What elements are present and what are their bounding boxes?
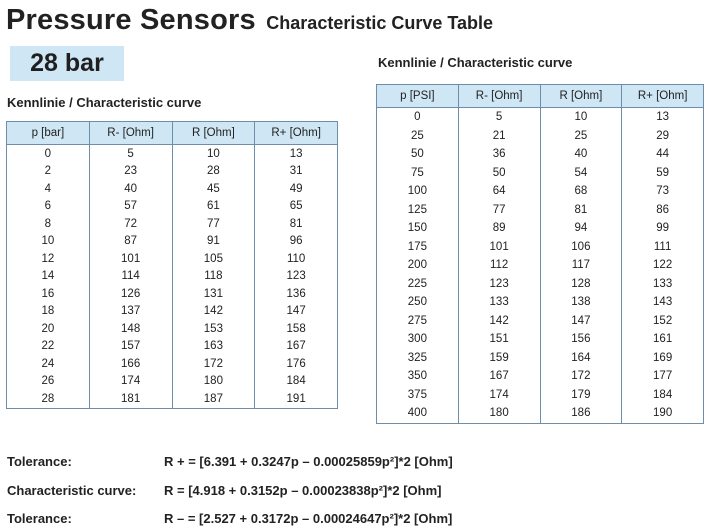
table-cell: 169	[622, 349, 704, 368]
page-title	[6, 4, 493, 37]
table-cell: 153	[172, 320, 255, 338]
table-cell: 174	[458, 386, 540, 405]
table-cell: 181	[89, 390, 172, 408]
table-cell: 131	[172, 285, 255, 303]
table-cell: 5	[89, 145, 172, 163]
table-cell: 125	[377, 201, 459, 220]
table-cell: 151	[458, 330, 540, 349]
table-cell: 59	[622, 164, 704, 183]
table-cell: 72	[89, 215, 172, 233]
table-cell: 101	[458, 238, 540, 257]
table-cell: 2	[7, 163, 90, 181]
table-row	[377, 330, 704, 349]
table-cell: 167	[458, 367, 540, 386]
table-cell: 31	[255, 163, 338, 181]
table-cell: 40	[540, 145, 622, 164]
table-cell: 114	[89, 268, 172, 286]
table-cell: 65	[255, 198, 338, 216]
table-cell: 50	[458, 164, 540, 183]
title-main: Pressure Sensors	[6, 4, 256, 36]
table-cell: 16	[7, 285, 90, 303]
column-header: R+ [Ohm]	[622, 85, 704, 108]
table-row	[377, 182, 704, 201]
table-cell: 61	[172, 198, 255, 216]
table-cell: 21	[458, 127, 540, 146]
formula-label: Characteristic curve:	[7, 483, 137, 498]
column-header: R+ [Ohm]	[255, 122, 338, 145]
table-cell: 23	[89, 163, 172, 181]
table-cell: 6	[7, 198, 90, 216]
table-row	[7, 320, 338, 338]
table-cell: 157	[89, 338, 172, 356]
table-cell: 24	[7, 355, 90, 373]
table-cell: 123	[255, 268, 338, 286]
table-cell: 161	[622, 330, 704, 349]
table-cell: 136	[255, 285, 338, 303]
table-cell: 50	[377, 145, 459, 164]
table-cell: 179	[540, 386, 622, 405]
table-row	[377, 367, 704, 386]
table-cell: 105	[172, 250, 255, 268]
table-cell: 86	[622, 201, 704, 220]
table-cell: 250	[377, 293, 459, 312]
table-cell: 126	[89, 285, 172, 303]
table-cell: 14	[7, 268, 90, 286]
table-row	[377, 275, 704, 294]
table-cell: 156	[540, 330, 622, 349]
table-cell: 142	[172, 303, 255, 321]
table-cell: 101	[89, 250, 172, 268]
table-cell: 225	[377, 275, 459, 294]
table-cell: 8	[7, 215, 90, 233]
table-cell: 18	[7, 303, 90, 321]
table-row	[7, 285, 338, 303]
table-row	[377, 404, 704, 423]
table-cell: 96	[255, 233, 338, 251]
table-row	[7, 198, 338, 216]
table-cell: 73	[622, 182, 704, 201]
table-cell: 10	[540, 108, 622, 127]
table-cell: 133	[622, 275, 704, 294]
table-row	[7, 145, 338, 163]
table-cell: 68	[540, 182, 622, 201]
table-row	[7, 233, 338, 251]
table-row	[377, 127, 704, 146]
table-cell: 184	[622, 386, 704, 405]
table-cell: 187	[172, 390, 255, 408]
psi-table-caption: Kennlinie / Characteristic curve	[378, 55, 573, 70]
table-cell: 4	[7, 180, 90, 198]
table-cell: 143	[622, 293, 704, 312]
table-row	[7, 180, 338, 198]
table-cell: 81	[540, 201, 622, 220]
table-cell: 100	[377, 182, 459, 201]
table-cell: 300	[377, 330, 459, 349]
table-header-row	[377, 85, 704, 108]
table-row	[377, 164, 704, 183]
table-cell: 20	[7, 320, 90, 338]
table-cell: 44	[622, 145, 704, 164]
table-cell: 49	[255, 180, 338, 198]
table-cell: 77	[458, 201, 540, 220]
table-cell: 57	[89, 198, 172, 216]
table-cell: 275	[377, 312, 459, 331]
bar-curve-table	[6, 121, 338, 409]
formula-label: Tolerance:	[7, 511, 72, 526]
table-cell: 166	[89, 355, 172, 373]
table-cell: 138	[540, 293, 622, 312]
table-cell: 25	[540, 127, 622, 146]
table-cell: 94	[540, 219, 622, 238]
table-cell: 81	[255, 215, 338, 233]
table-cell: 45	[172, 180, 255, 198]
table-cell: 150	[377, 219, 459, 238]
table-cell: 112	[458, 256, 540, 275]
table-cell: 400	[377, 404, 459, 423]
table-row	[377, 145, 704, 164]
table-cell: 350	[377, 367, 459, 386]
table-cell: 148	[89, 320, 172, 338]
table-cell: 64	[458, 182, 540, 201]
table-cell: 147	[255, 303, 338, 321]
table-cell: 180	[172, 373, 255, 391]
column-header: R [Ohm]	[172, 122, 255, 145]
table-row	[377, 201, 704, 220]
table-cell: 172	[172, 355, 255, 373]
bar-table-caption: Kennlinie / Characteristic curve	[7, 95, 202, 110]
table-cell: 191	[255, 390, 338, 408]
table-row	[7, 163, 338, 181]
table-row	[7, 268, 338, 286]
table-cell: 175	[377, 238, 459, 257]
table-row	[7, 390, 338, 408]
table-row	[377, 293, 704, 312]
table-cell: 164	[540, 349, 622, 368]
table-cell: 137	[89, 303, 172, 321]
table-cell: 0	[377, 108, 459, 127]
table-cell: 163	[172, 338, 255, 356]
table-cell: 375	[377, 386, 459, 405]
table-cell: 118	[172, 268, 255, 286]
table-cell: 89	[458, 219, 540, 238]
table-cell: 167	[255, 338, 338, 356]
table-row	[7, 303, 338, 321]
table-cell: 26	[7, 373, 90, 391]
column-header: p [bar]	[7, 122, 90, 145]
table-cell: 184	[255, 373, 338, 391]
table-cell: 54	[540, 164, 622, 183]
table-header-row	[7, 122, 338, 145]
table-cell: 5	[458, 108, 540, 127]
table-cell: 0	[7, 145, 90, 163]
table-cell: 172	[540, 367, 622, 386]
table-cell: 325	[377, 349, 459, 368]
table-row	[7, 355, 338, 373]
table-cell: 190	[622, 404, 704, 423]
table-cell: 106	[540, 238, 622, 257]
table-row	[7, 250, 338, 268]
table-cell: 177	[622, 367, 704, 386]
formula-equation: R = [4.918 + 0.3152p – 0.00023838p²]*2 [Ohm]	[164, 483, 442, 498]
range-badge: 28 bar	[10, 46, 124, 81]
table-cell: 91	[172, 233, 255, 251]
table-cell: 174	[89, 373, 172, 391]
table-cell: 180	[458, 404, 540, 423]
table-cell: 10	[7, 233, 90, 251]
table-cell: 110	[255, 250, 338, 268]
table-cell: 36	[458, 145, 540, 164]
table-cell: 13	[255, 145, 338, 163]
title-subtitle: Characteristic Curve Table	[266, 13, 494, 33]
table-row	[377, 108, 704, 127]
column-header: R- [Ohm]	[458, 85, 540, 108]
table-cell: 28	[172, 163, 255, 181]
table-cell: 29	[622, 127, 704, 146]
column-header: R- [Ohm]	[89, 122, 172, 145]
table-cell: 12	[7, 250, 90, 268]
table-cell: 77	[172, 215, 255, 233]
column-header: R [Ohm]	[540, 85, 622, 108]
table-cell: 40	[89, 180, 172, 198]
table-cell: 75	[377, 164, 459, 183]
table-cell: 28	[7, 390, 90, 408]
table-cell: 159	[458, 349, 540, 368]
formula-label: Tolerance:	[7, 454, 72, 469]
table-cell: 123	[458, 275, 540, 294]
table-cell: 87	[89, 233, 172, 251]
table-cell: 200	[377, 256, 459, 275]
column-header: p [PSI]	[377, 85, 459, 108]
table-cell: 158	[255, 320, 338, 338]
table-row	[7, 373, 338, 391]
table-cell: 13	[622, 108, 704, 127]
table-cell: 176	[255, 355, 338, 373]
table-cell: 117	[540, 256, 622, 275]
formula-equation: R + = [6.391 + 0.3247p – 0.00025859p²]*2 [Ohm]	[164, 454, 453, 469]
table-cell: 133	[458, 293, 540, 312]
table-row	[377, 349, 704, 368]
table-row	[377, 238, 704, 257]
table-cell: 128	[540, 275, 622, 294]
table-cell: 25	[377, 127, 459, 146]
table-cell: 10	[172, 145, 255, 163]
table-row	[377, 256, 704, 275]
table-cell: 142	[458, 312, 540, 331]
table-cell: 122	[622, 256, 704, 275]
table-row	[7, 215, 338, 233]
table-row	[377, 386, 704, 405]
table-cell: 147	[540, 312, 622, 331]
table-row	[377, 219, 704, 238]
table-row	[7, 338, 338, 356]
psi-curve-table	[376, 84, 704, 424]
table-cell: 186	[540, 404, 622, 423]
table-cell: 152	[622, 312, 704, 331]
table-cell: 99	[622, 219, 704, 238]
table-cell: 111	[622, 238, 704, 257]
table-row	[377, 312, 704, 331]
formula-equation: R – = [2.527 + 0.3172p – 0.00024647p²]*2 [Ohm]	[164, 511, 453, 526]
table-cell: 22	[7, 338, 90, 356]
